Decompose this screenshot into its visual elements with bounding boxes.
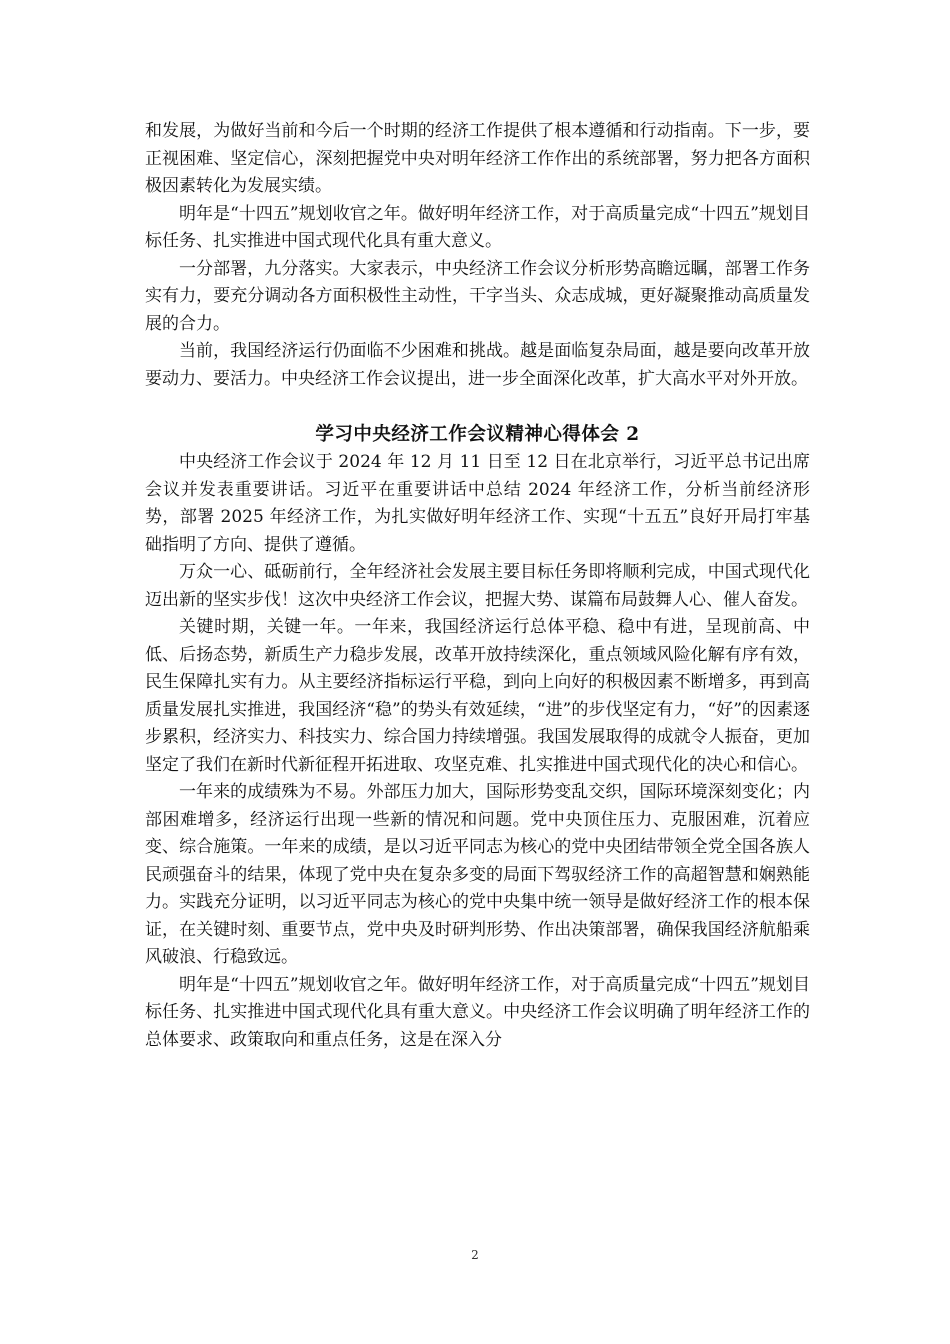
paragraph: 明年是“十四五”规划收官之年。做好明年经济工作，对于高质量完成“十四五”规划目标任务、扎实推进中国式现代化具有重大意义。 — [145, 203, 810, 251]
paragraph: 当前，我国经济运行仍面临不少困难和挑战。越是面临复杂局面，越是要向改革开放要动力、要活力。中央经济工作会议提出，进一步全面深化改革，扩大高水平对外开放。 — [145, 341, 810, 389]
document-page-body — [145, 118, 810, 1054]
paragraph: 一年来的成绩殊为不易。外部压力加大，国际形势变乱交织，国际环境深刻变化；内部困难增多，经济运行出现一些新的情况和问题。党中央顶住压力、克服困难，沉着应变、综合施策。一年来的成绩，是以习近平同志为核心的党中央团结带领全党全国各族人民顽强奋斗的结果，体现了党中央在复杂多变的局面下驾驭经济工作的高超智慧和娴熟能力。实践充分证明，以习近平同志为核心的党中央集中统一领导是做好经济工作的根本保证，在关键时刻、重要节点，党中央及时研判形势、作出决策部署，确保我国经济航船乘风破浪、行稳致远。 — [145, 782, 810, 967]
paragraph: 中央经济工作会议于 2024 年 12 月 11 日至 12 日在北京举行，习近平总书记出席会议并发表重要讲话。习近平在重要讲话中总结 2024 年经济工作，分析当前经济形势，部署 2025 年经济工作，为扎实做好明年经济工作、实现“十五五”良好开局打牢基础指明了方向、提供了遵循。 — [145, 452, 810, 555]
paragraph: 明年是“十四五”规划收官之年。做好明年经济工作，对于高质量完成“十四五”规划目标任务、扎实推进中国式现代化具有重大意义。中央经济工作会议明确了明年经济工作的总体要求、政策取向和重点任务，这是在深入分 — [145, 974, 810, 1050]
paragraph: 关键时期，关键一年。一年来，我国经济运行总体平稳、稳中有进，呈现前高、中低、后扬态势，新质生产力稳步发展，改革开放持续深化，重点领域风险化解有序有效，民生保障扎实有力。从主要经济指标运行平稳，到向上向好的积极因素不断增多，再到高质量发展扎实推进，我国经济“稳”的势头有效延续，“进”的步伐坚定有力，“好”的因素逐步累积，经济实力、科技实力、综合国力持续增强。我国发展取得的成就令人振奋，更加坚定了我们在新时代新征程开拓进取、攻坚克难、扎实推进中国式现代化的决心和信心。 — [145, 617, 810, 775]
paragraph: 万众一心、砥砺前行，全年经济社会发展主要目标任务即将顺利完成，中国式现代化迈出新的坚实步伐！这次中央经济工作会议，把握大势、谋篇布局鼓舞人心、催人奋发。 — [145, 562, 810, 610]
section-spacer — [145, 393, 810, 421]
paragraph: 一分部署，九分落实。大家表示，中央经济工作会议分析形势高瞻远瞩，部署工作务实有力，要充分调动各方面积极性主动性，干字当头、众志成城，更好凝聚推动高质量发展的合力。 — [145, 258, 810, 334]
page-number: 2 — [471, 1248, 479, 1262]
section-title: 学习中央经济工作会议精神心得体会 2 — [315, 424, 640, 445]
paragraph-continuation: 和发展，为做好当前和今后一个时期的经济工作提供了根本遵循和行动指南。下一步，要正视困难、坚定信心，深刻把握党中央对明年经济工作作出的系统部署，努力把各方面积极因素转化为发展实绩。 — [145, 121, 810, 196]
